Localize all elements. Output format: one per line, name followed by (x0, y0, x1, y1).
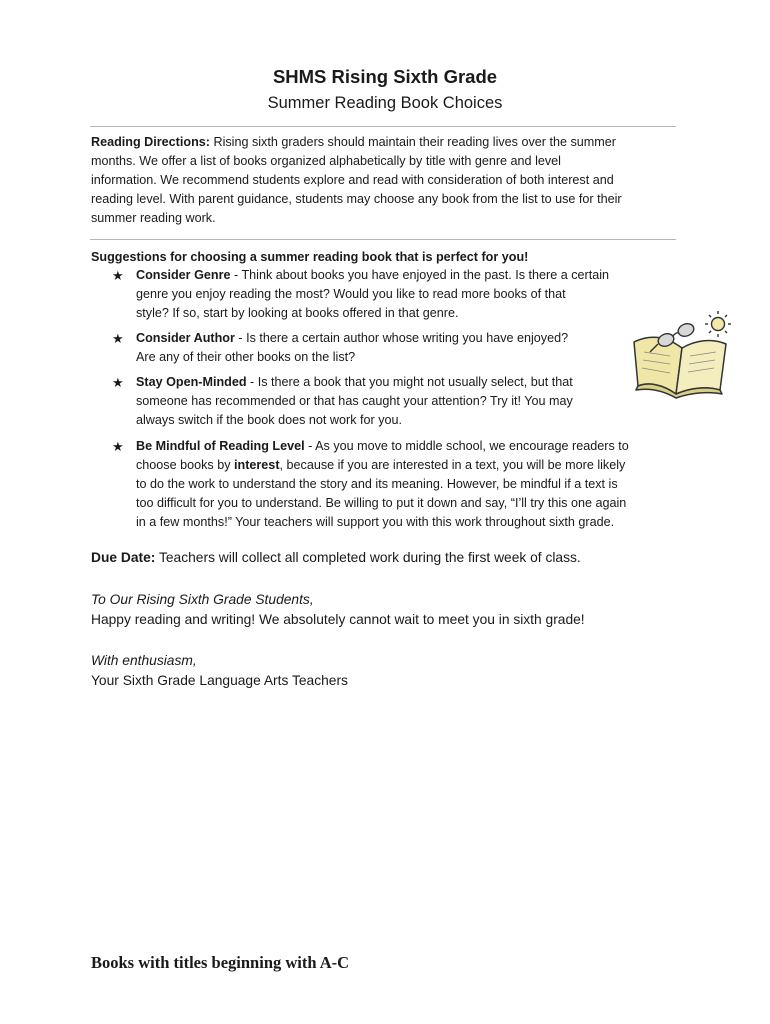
star-bullet-icon: ★ (112, 268, 124, 283)
signature: Your Sixth Grade Language Arts Teachers (91, 673, 348, 688)
star-bullet-icon: ★ (112, 375, 124, 390)
suggestion-author: ★ Consider Author - Is there a certain author whose writing you have enjoyed? Are any of their other books on the list? (112, 331, 569, 364)
page-subtitle: Summer Reading Book Choices (267, 94, 503, 112)
due-date: Due Date: Teachers will collect all completed work during the first week of class. (91, 550, 581, 565)
sun-icon (705, 311, 731, 337)
book-icon (634, 337, 726, 398)
directions-line-1: Reading Directions: Rising sixth graders should maintain their reading lives over the summer (91, 135, 616, 149)
suggestion-label: Be Mindful of Reading Level (136, 439, 305, 453)
closing-message: Happy reading and writing! We absolutely cannot wait to meet you in sixth grade! (91, 612, 585, 627)
star-bullet-icon: ★ (112, 331, 124, 346)
section-heading: Books with titles beginning with A-C (91, 953, 350, 972)
suggestion-genre: ★ Consider Genre - Think about books you have enjoyed in the past. Is there a certain genre you enjoy reading the most? Would you like to read more books of that style? If so, start by looking at books offered in that genre. (112, 268, 609, 320)
suggestion-label: Consider Genre (136, 268, 231, 282)
directions-line-4: reading level. With parent guidance, students may choose any book from the list to use for their (91, 192, 622, 206)
directions-line-2: months. We offer a list of books organized alphabetically by title with genre and level (91, 154, 561, 168)
divider-middle (90, 239, 676, 240)
directions-label: Reading Directions: (91, 135, 210, 149)
salutation: To Our Rising Sixth Grade Students, (91, 592, 314, 607)
star-bullet-icon: ★ (112, 439, 124, 454)
open-book-sunglasses-sun-icon (630, 308, 740, 400)
divider-top (90, 126, 676, 127)
suggestions-heading: Suggestions for choosing a summer reading book that is perfect for you! (91, 250, 529, 264)
directions-line-3: information. We recommend students explore and read with consideration of both interest and (91, 173, 614, 187)
suggestion-open-minded: ★ Stay Open-Minded - Is there a book that you might not usually select, but that someone has recommended or that has caught your attention? Try it! You may always switch if the book does not work for you. (112, 375, 573, 427)
signoff: With enthusiasm, (91, 653, 197, 668)
suggestion-label: Stay Open-Minded (136, 375, 247, 389)
suggestion-label: Consider Author (136, 331, 235, 345)
reading-directions (91, 133, 679, 228)
directions-line-5: summer reading work. (91, 211, 216, 225)
due-date-label: Due Date: (91, 550, 156, 565)
page-title: SHMS Rising Sixth Grade (272, 66, 498, 87)
suggestion-reading-level: ★ Be Mindful of Reading Level - As you move to middle school, we encourage readers to choose books by interest, because if you are interested in a text, you will be more likely to do the work to understand the story and its meaning. However, be mindful if a text is too difficult for you to understand. Be willing to put it down and say, “I’ll try this one again in a few months!” Your teachers will support you with this work throughout sixth grade. (112, 439, 629, 529)
